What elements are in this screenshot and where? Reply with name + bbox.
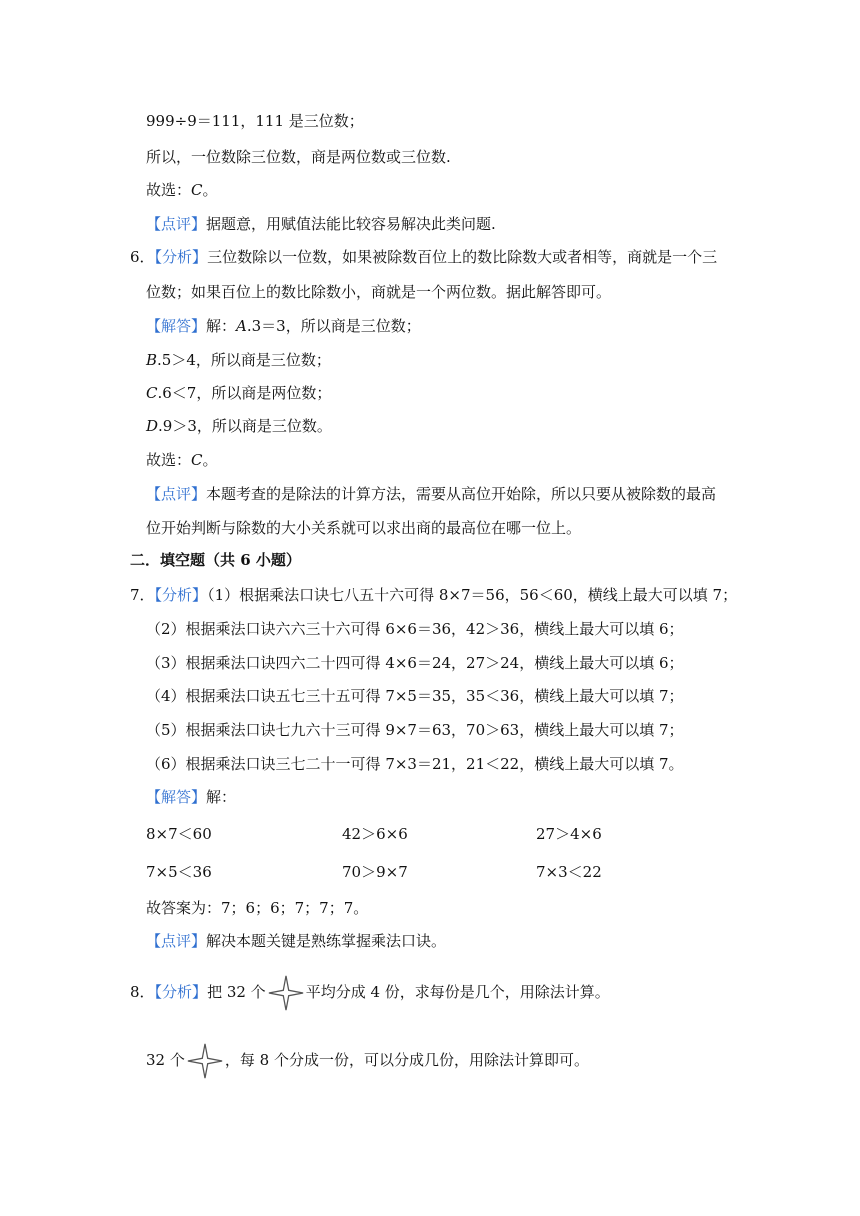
q6-option-b	[146, 349, 331, 371]
q6-choose	[146, 449, 218, 471]
q5-line-2: 所以，一位数除三位数，商是两位数或三位数.	[146, 148, 451, 166]
analysis-text-pre: 把 32 个	[207, 983, 266, 1001]
q6-analysis-line-2: 位数；如果百位上的数比除数小，商就是一个两位数。据此解答即可。	[146, 283, 612, 301]
q8-line-2	[146, 1040, 589, 1080]
grid-cell-r2-c1: 7×5＜36	[146, 863, 212, 881]
four-point-star-icon	[187, 1043, 223, 1079]
comment-text: 本题考查的是除法的计算方法，需要从高位开始除，所以只要从被除数的最高	[206, 485, 717, 503]
analysis-tag: 【分析】	[154, 983, 208, 1001]
q7-analysis-line-5: （5）根据乘法口诀七九六十三可得 9×7＝63，70＞63，横线上最大可以填 7；	[146, 721, 684, 739]
q5-comment	[146, 213, 496, 235]
answer-prefix: 解：	[206, 317, 237, 335]
comment-tag: 【点评】	[146, 932, 207, 950]
choose-suffix: 。	[202, 181, 218, 199]
q7-analysis-line-3: （3）根据乘法口诀四六二十四可得 4×6＝24，27＞24，横线上最大可以填 6；	[146, 654, 684, 672]
answer-prefix: 解：	[206, 788, 237, 806]
section-heading: 二．填空题（共 6 小题）	[130, 551, 301, 569]
q6-answer	[146, 315, 421, 337]
option-c-letter: C	[146, 384, 158, 402]
q7-comment	[146, 930, 446, 952]
choose-suffix: 。	[202, 451, 218, 469]
comment-tag: 【点评】	[146, 215, 207, 233]
q7-analysis-line-1	[130, 584, 737, 606]
answer-tag: 【解答】	[146, 788, 207, 806]
choose-answer: C	[191, 181, 203, 199]
choose-prefix: 故选：	[146, 451, 192, 469]
choose-prefix: 故选：	[146, 181, 192, 199]
option-a-text: .3＝3，所以商是三位数；	[246, 317, 421, 335]
comment-tag: 【点评】	[146, 485, 207, 503]
q7-answer	[146, 786, 236, 808]
line2-text-pre: 32 个	[146, 1051, 185, 1069]
analysis-text-post: 平均分成 4 份，求每份是几个，用除法计算。	[305, 983, 610, 1001]
analysis-text: （1）根据乘法口诀七八五十六可得 8×7＝56，56＜60，横线上最大可以填 7；	[207, 586, 738, 604]
grid-cell-r1-c2: 42＞6×6	[342, 825, 408, 843]
q7-analysis-line-6: （6）根据乘法口诀三七二十一可得 7×3＝21，21＜22，横线上最大可以填 7。	[146, 755, 684, 773]
grid-cell-r2-c2: 70＞9×7	[342, 863, 408, 881]
q7-analysis-line-4: （4）根据乘法口诀五七三十五可得 7×5＝35，35＜36，横线上最大可以填 7；	[146, 687, 684, 705]
grid-cell-r1-c3: 27＞4×6	[536, 825, 602, 843]
grid-cell-r2-c3: 7×3＜22	[536, 863, 602, 881]
four-point-star-icon	[268, 975, 304, 1011]
answer-tag: 【解答】	[146, 317, 207, 335]
question-number: 7．	[130, 586, 155, 604]
analysis-tag: 【分析】	[154, 586, 208, 604]
q7-final-answer: 故答案为：7；6；6；7；7；7。	[146, 899, 369, 917]
q5-choose	[146, 179, 218, 201]
q8-analysis-line	[130, 972, 610, 1012]
question-number: 8．	[130, 983, 155, 1001]
q5-line-1: 999÷9＝111，111 是三位数；	[146, 112, 364, 130]
q6-analysis-line-1	[130, 246, 717, 268]
q6-option-c	[146, 382, 331, 404]
comment-text: 据题意，用赋值法能比较容易解决此类问题.	[206, 215, 496, 233]
option-b-text: .5＞4，所以商是三位数；	[157, 351, 331, 369]
q6-comment-line-2: 位开始判断与除数的大小关系就可以求出商的最高位在哪一位上。	[146, 519, 582, 537]
analysis-tag: 【分析】	[154, 248, 208, 266]
option-a-letter: A	[236, 317, 247, 335]
line2-text-post: ，每 8 个分成一份，可以分成几份，用除法计算即可。	[224, 1051, 589, 1069]
option-c-text: .6＜7，所以商是两位数；	[157, 384, 332, 402]
option-d-letter: D	[146, 417, 159, 435]
comment-text: 解决本题关键是熟练掌握乘法口诀。	[206, 932, 447, 950]
question-number: 6．	[130, 248, 155, 266]
q6-comment-line-1	[146, 483, 716, 505]
grid-cell-r1-c1: 8×7＜60	[146, 825, 212, 843]
choose-answer: C	[191, 451, 203, 469]
option-b-letter: B	[146, 351, 158, 369]
analysis-text: 三位数除以一位数，如果被除数百位上的数比除数大或者相等，商就是一个三	[207, 248, 718, 266]
q6-option-d	[146, 415, 332, 437]
q7-analysis-line-2: （2）根据乘法口诀六六三十六可得 6×6＝36，42＞36，横线上最大可以填 6；	[146, 620, 684, 638]
option-d-text: .9＞3，所以商是三位数。	[158, 417, 332, 435]
